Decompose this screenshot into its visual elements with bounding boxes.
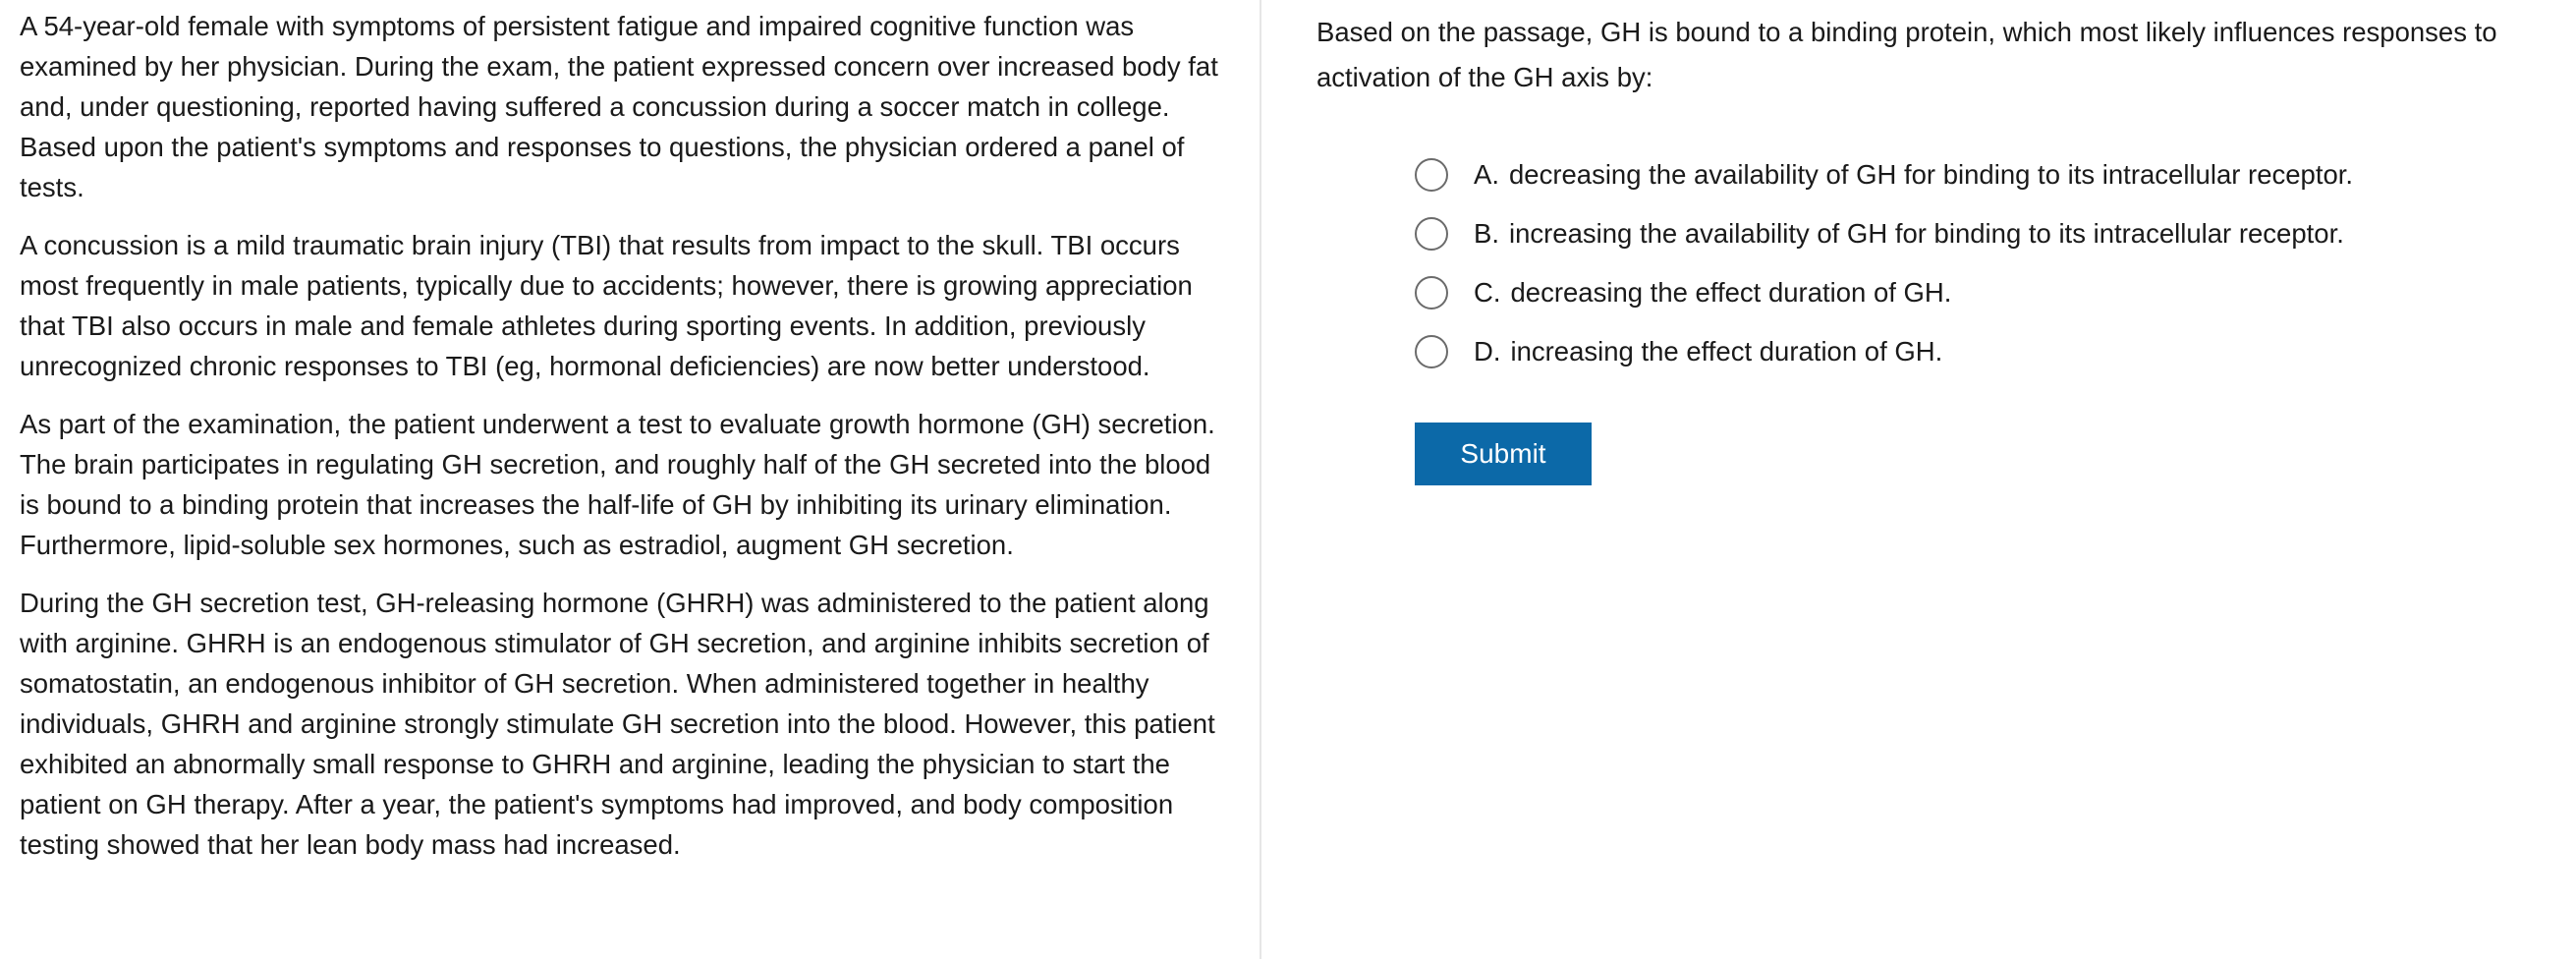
radio-a[interactable] [1415,158,1448,192]
answer-option-c[interactable] [1415,263,2556,322]
option-letter-a: A. [1474,159,1499,190]
passage-pane [0,0,1261,959]
question-pane [1263,0,2576,959]
option-text-b: increasing the availability of GH for binding to its intracellular receptor. [1508,218,2344,249]
question-stem: Based on the passage, GH is bound to a binding protein, which most likely influences responses to activation of the GH axis by: [1316,17,2497,92]
option-letter-b: B. [1474,218,1499,249]
radio-b[interactable] [1415,217,1448,251]
submit-button[interactable]: Submit [1415,423,1592,485]
option-text-d: increasing the effect duration of GH. [1510,336,1943,367]
answer-option-a[interactable] [1415,145,2556,204]
option-text-a: decreasing the availability of GH for binding to its intracellular receptor. [1508,159,2354,190]
passage-paragraph-2: A concussion is a mild traumatic brain injury (TBI) that results from impact to the skull. TBI occurs most frequently in male patients, typically due to accidents; however, there is growing appreciation that TBI also occurs in male and female athletes during sporting events. In addition, previously unrecognized chronic responses to TBI (eg, hormonal deficiencies) are now better understood. [20,230,1193,381]
answer-option-d[interactable] [1415,322,2556,381]
option-letter-d: D. [1474,336,1501,367]
passage-paragraph-1: A 54-year-old female with symptoms of persistent fatigue and impaired cognitive function was examined by her physician. During the exam, the patient expressed concern over increased body fat and, under questioning, reported having suffered a concussion during a soccer match in college. Based upon the patient's symptoms and responses to questions, the physician ordered a panel of tests. [20,11,1218,202]
option-letter-c: C. [1474,277,1501,308]
answer-options [1316,145,2556,381]
option-text-c: decreasing the effect duration of GH. [1510,277,1952,308]
answer-option-b[interactable] [1415,204,2556,263]
radio-c[interactable] [1415,276,1448,310]
radio-d[interactable] [1415,335,1448,368]
passage-paragraph-4: During the GH secretion test, GH-releasing hormone (GHRH) was administered to the patient along with arginine. GHRH is an endogenous stimulator of GH secretion, and arginine inhibits secretion of somatostatin, an endogenous inhibitor of GH secretion. When administered together in healthy individuals, GHRH and arginine strongly stimulate GH secretion into the blood. However, this patient exhibited an abnormally small response to GHRH and arginine, leading the physician to start the patient on GH therapy. After a year, the patient's symptoms had improved, and body composition testing showed that her lean body mass had increased. [20,588,1215,860]
passage-paragraph-3: As part of the examination, the patient underwent a test to evaluate growth hormone (GH) secretion. The brain participates in regulating GH secretion, and roughly half of the GH secreted into the blood is bound to a binding protein that increases the half-life of GH by inhibiting its urinary elimination. Furthermore, lipid-soluble sex hormones, such as estradiol, augment GH secretion. [20,409,1215,560]
